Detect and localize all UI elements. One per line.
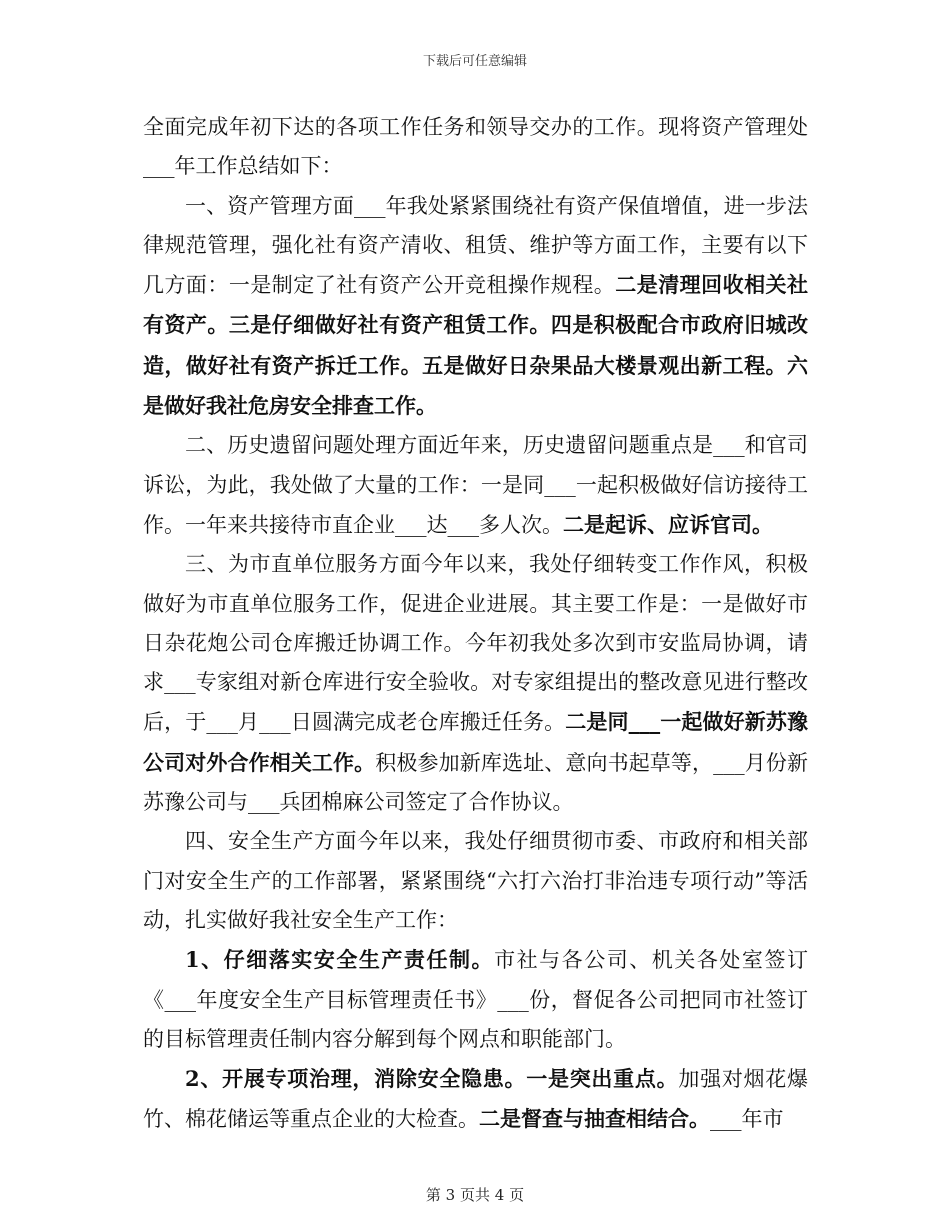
paragraph-service: [143, 545, 808, 822]
paragraph-legacy-issues: [143, 426, 808, 545]
bold-run: 二是清理回收相关社有资产。三是仔细做好社有资产租赁工作。四是积极配合市政府旧城改造，做好社有资产拆迁工作。五是做好日杂果品大楼景观出新工程。六是做好我社危房安全排查工作。: [143, 272, 808, 419]
paragraph-asset-management: [143, 187, 808, 427]
text-run: 积极参加新库选址、意向书起草等，___月份新苏豫公司与___兵团棉麻公司签定了合作协议。: [143, 750, 809, 815]
bold-run: 二是督查与抽查相结合。: [479, 1106, 710, 1132]
document-body: [143, 108, 808, 1140]
text-run: 三、为市直单位服务方面今年以来，我处仔细转变工作作风，积极做好为市直单位服务工作，促进企业进展。其主要工作是：一是做好市日杂花炮公司仓库搬迁协调工作。今年初我处多次到市安监局协调，请求___专家组对新仓库进行安全验收。对专家组提出的整改意见进行整改后，于___月___日圆满完成老仓库搬迁任务。: [143, 552, 808, 735]
paragraph-safety-item-2: [143, 1059, 808, 1140]
text-run: 一、资产管理方面___年我处紧紧围绕社有资产保值增值，进一步法律规范管理，强化社有资产清收、租赁、维护等方面工作，主要有以下几方面：一是制定了社有资产公开竞租操作规程。: [143, 193, 808, 298]
bold-run: 1、仔细落实安全生产责任制。: [185, 947, 495, 973]
text-run: 全面完成年初下达的各项工作任务和领导交办的工作。现将资产管理处___年工作总结如下：: [143, 115, 808, 179]
paragraph-safety-item-1: [143, 940, 808, 1059]
text-run: 市社与各公司、机关各处室签订《___年度安全生产目标管理责任书》___份，督促各公司把同市社签订的目标管理责任制内容分解到每个网点和职能部门。: [143, 948, 808, 1051]
text-run: 加强对烟花爆竹、棉花储运等重点企业的大检查。: [143, 1067, 808, 1132]
paragraph-safety: [143, 822, 808, 940]
paragraph-intro: [143, 108, 808, 187]
bold-run: 2、开展专项治理，消除安全隐患。一是突出重点。: [185, 1066, 679, 1092]
bold-run: 二是起诉、应诉官司。: [563, 511, 773, 537]
page-header: 下载后可任意编辑: [422, 54, 527, 69]
bold-run: 二是同___一起做好新苏豫公司对外合作相关工作。: [143, 709, 809, 775]
text-run: ___年市: [710, 1107, 784, 1132]
page-footer: 第 3 页共 4 页: [425, 1186, 525, 1204]
text-run: 二、历史遗留问题处理方面近年来，历史遗留问题重点是___和官司诉讼，为此，我处做了大量的工作：一是同___一起积极做好信访接待工作。一年来共接待市直企业___达___多人次。: [143, 433, 808, 537]
text-run: 四、安全生产方面今年以来，我处仔细贯彻市委、市政府和相关部门对安全生产的工作部署，紧紧围绕“六打六治打非治违专项行动”等活动，扎实做好我社安全生产工作：: [143, 829, 808, 932]
